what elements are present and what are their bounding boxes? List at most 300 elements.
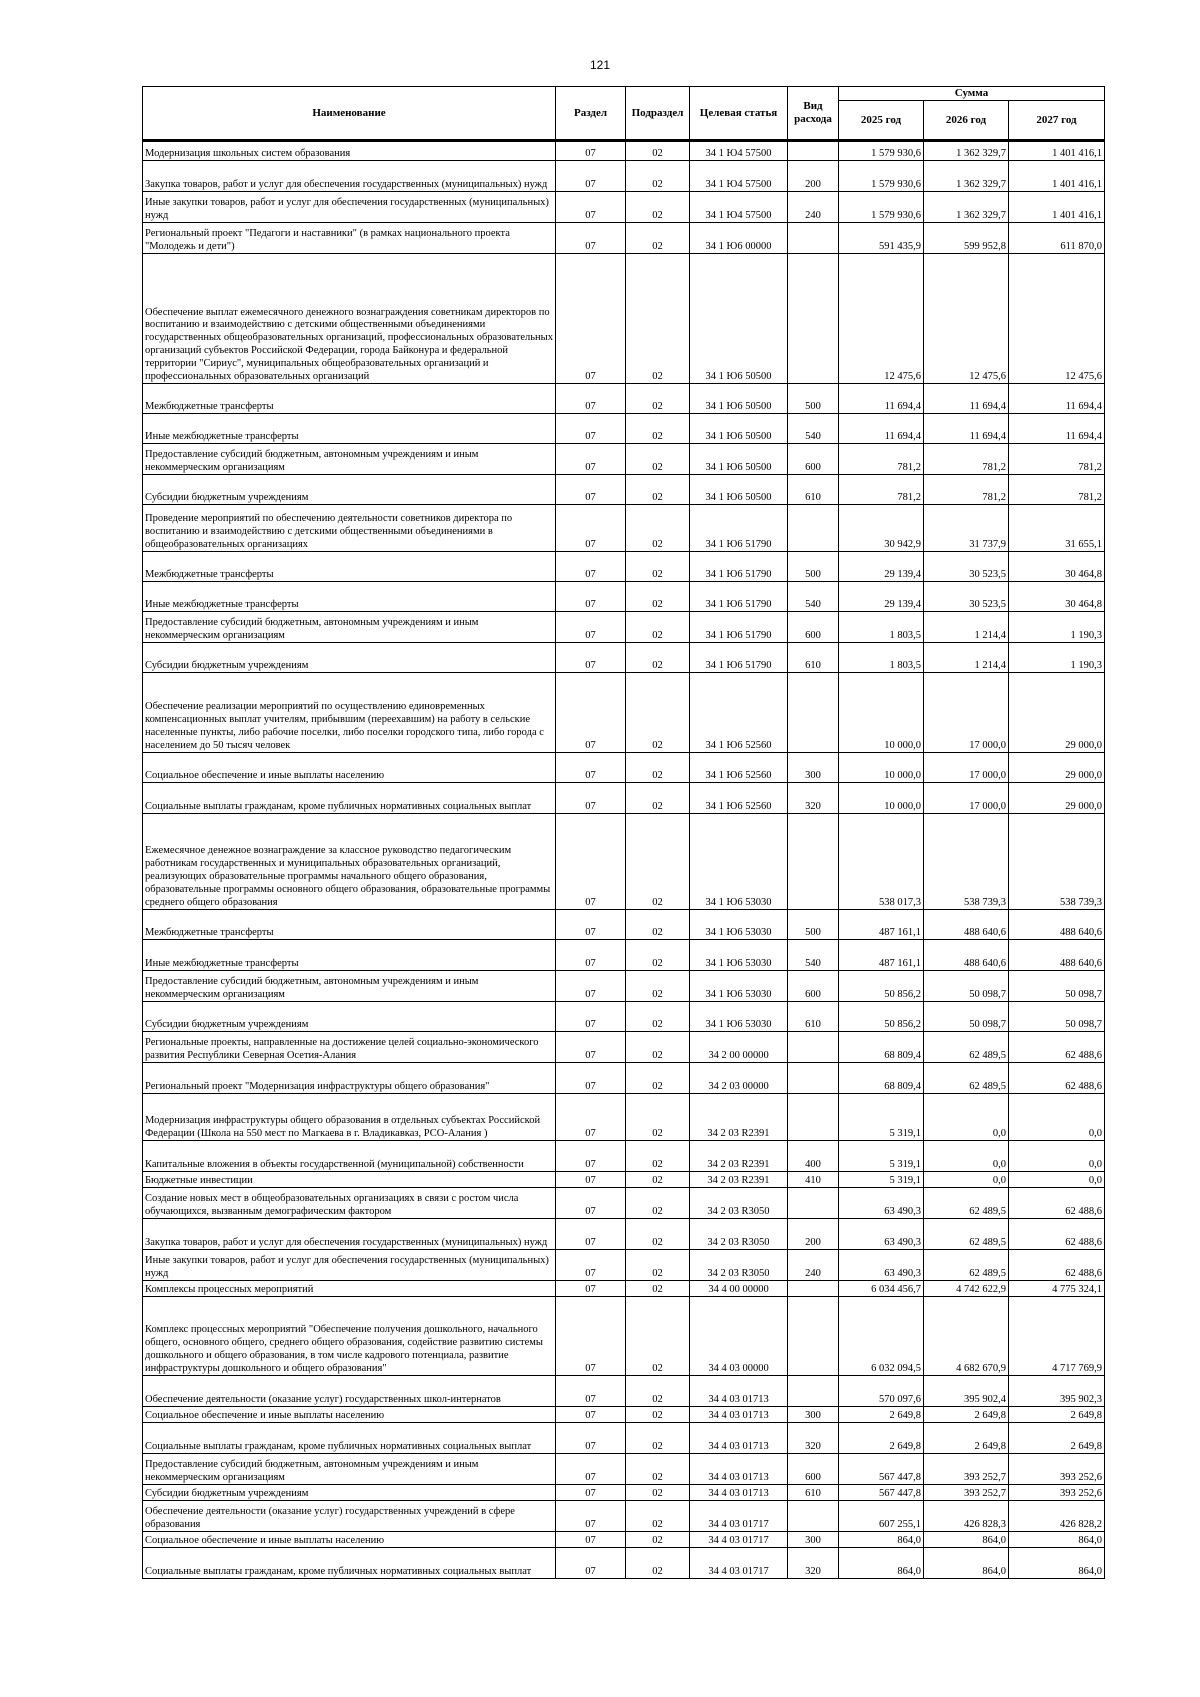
cell-vid	[788, 1094, 839, 1141]
cell-2025: 29 139,4	[839, 552, 924, 582]
cell-2027: 62 488,6	[1009, 1250, 1105, 1281]
cell-2027: 0,0	[1009, 1141, 1105, 1172]
cell-name: Межбюджетные трансферты	[143, 910, 556, 940]
cell-2026: 393 252,7	[924, 1454, 1009, 1485]
cell-2027: 864,0	[1009, 1548, 1105, 1579]
cell-2026: 488 640,6	[924, 910, 1009, 940]
cell-2027: 1 401 416,1	[1009, 141, 1105, 161]
cell-name: Региональные проекты, направленные на достижение целей социально-экономического развития Республики Северная Осетия-Алания	[143, 1032, 556, 1063]
cell-name: Закупка товаров, работ и услуг для обеспечения государственных (муниципальных) нужд	[143, 161, 556, 192]
cell-name: Субсидии бюджетным учреждениям	[143, 475, 556, 505]
cell-target: 34 4 03 01713	[690, 1407, 788, 1423]
cell-podrazdel: 02	[626, 1219, 690, 1250]
cell-2026: 62 489,5	[924, 1032, 1009, 1063]
cell-name: Региональный проект "Модернизация инфраструктуры общего образования"	[143, 1063, 556, 1094]
cell-2025: 487 161,1	[839, 940, 924, 971]
cell-target: 34 1 Ю6 00000	[690, 223, 788, 254]
table-row	[143, 1219, 1105, 1250]
cell-2027: 488 640,6	[1009, 910, 1105, 940]
cell-razdel: 07	[556, 505, 626, 552]
cell-target: 34 4 03 01717	[690, 1532, 788, 1548]
cell-vid: 610	[788, 475, 839, 505]
cell-vid	[788, 1297, 839, 1376]
cell-target: 34 1 Ю6 51790	[690, 552, 788, 582]
cell-2025: 1 579 930,6	[839, 141, 924, 161]
cell-2026: 2 649,8	[924, 1407, 1009, 1423]
cell-name: Иные межбюджетные трансферты	[143, 582, 556, 612]
cell-vid	[788, 1501, 839, 1532]
table-row	[143, 612, 1105, 643]
cell-podrazdel: 02	[626, 814, 690, 910]
cell-2025: 591 435,9	[839, 223, 924, 254]
table-row	[143, 1172, 1105, 1188]
cell-2027: 29 000,0	[1009, 673, 1105, 753]
table-row	[143, 940, 1105, 971]
cell-podrazdel: 02	[626, 141, 690, 161]
cell-2027: 1 401 416,1	[1009, 192, 1105, 223]
cell-name: Социальные выплаты гражданам, кроме публичных нормативных социальных выплат	[143, 1548, 556, 1579]
cell-razdel: 07	[556, 582, 626, 612]
cell-2027: 11 694,4	[1009, 414, 1105, 444]
cell-name: Комплексы процессных мероприятий	[143, 1281, 556, 1297]
cell-2025: 1 579 930,6	[839, 192, 924, 223]
header-name: Наименование	[143, 87, 556, 141]
cell-2025: 607 255,1	[839, 1501, 924, 1532]
cell-2026: 62 489,5	[924, 1063, 1009, 1094]
cell-vid: 200	[788, 161, 839, 192]
cell-name: Проведение мероприятий по обеспечению деятельности советников директора по воспитанию и взаимодействию с детскими общественными объединениями в общеобразовательных организациях	[143, 505, 556, 552]
cell-vid: 400	[788, 1141, 839, 1172]
cell-target: 34 1 Ю6 51790	[690, 612, 788, 643]
cell-2027: 1 190,3	[1009, 643, 1105, 673]
cell-2027: 50 098,7	[1009, 971, 1105, 1002]
table-row	[143, 910, 1105, 940]
cell-name: Бюджетные инвестиции	[143, 1172, 556, 1188]
cell-2025: 12 475,6	[839, 254, 924, 384]
cell-2026: 11 694,4	[924, 414, 1009, 444]
cell-podrazdel: 02	[626, 505, 690, 552]
cell-name: Межбюджетные трансферты	[143, 552, 556, 582]
cell-2025: 567 447,8	[839, 1485, 924, 1501]
header-year-2027: 2027 год	[1009, 101, 1105, 141]
cell-vid: 610	[788, 643, 839, 673]
page-number: 121	[589, 58, 611, 72]
cell-vid: 300	[788, 753, 839, 783]
cell-target: 34 1 Ю6 50500	[690, 254, 788, 384]
table-row	[143, 444, 1105, 475]
cell-name: Субсидии бюджетным учреждениям	[143, 1002, 556, 1032]
cell-2026: 0,0	[924, 1172, 1009, 1188]
cell-2027: 30 464,8	[1009, 552, 1105, 582]
cell-2027: 393 252,6	[1009, 1485, 1105, 1501]
cell-name: Иные закупки товаров, работ и услуг для обеспечения государственных (муниципальных) нужд	[143, 1250, 556, 1281]
cell-2025: 2 649,8	[839, 1407, 924, 1423]
cell-razdel: 07	[556, 141, 626, 161]
cell-name: Обеспечение реализации мероприятий по осуществлению единовременных компенсационных выплат учителям, прибывшим (переехавшим) на работу в сельские населенные пункты, либо рабочие поселки, либо поселки городского типа, либо города с населением до 50 тысяч человек	[143, 673, 556, 753]
cell-razdel: 07	[556, 1250, 626, 1281]
table-row	[143, 505, 1105, 552]
cell-2026: 864,0	[924, 1548, 1009, 1579]
cell-name: Межбюджетные трансферты	[143, 384, 556, 414]
table-row	[143, 1407, 1105, 1423]
header-year-2026: 2026 год	[924, 101, 1009, 141]
cell-2025: 1 803,5	[839, 643, 924, 673]
cell-target: 34 2 03 R3050	[690, 1250, 788, 1281]
cell-target: 34 1 Ю6 50500	[690, 384, 788, 414]
cell-razdel: 07	[556, 940, 626, 971]
cell-2026: 17 000,0	[924, 673, 1009, 753]
cell-podrazdel: 02	[626, 582, 690, 612]
cell-vid: 300	[788, 1407, 839, 1423]
cell-name: Закупка товаров, работ и услуг для обеспечения государственных (муниципальных) нужд	[143, 1219, 556, 1250]
table-row	[143, 552, 1105, 582]
cell-target: 34 1 Ю6 52560	[690, 783, 788, 814]
header-vid: Вид расхода	[788, 87, 839, 141]
table-row	[143, 1002, 1105, 1032]
cell-2027: 31 655,1	[1009, 505, 1105, 552]
cell-2025: 1 579 930,6	[839, 161, 924, 192]
cell-vid: 320	[788, 1548, 839, 1579]
cell-2027: 0,0	[1009, 1172, 1105, 1188]
cell-2027: 864,0	[1009, 1532, 1105, 1548]
cell-target: 34 1 Ю6 50500	[690, 475, 788, 505]
cell-2026: 0,0	[924, 1094, 1009, 1141]
cell-2025: 538 017,3	[839, 814, 924, 910]
cell-name: Социальные выплаты гражданам, кроме публичных нормативных социальных выплат	[143, 783, 556, 814]
cell-2027: 611 870,0	[1009, 223, 1105, 254]
cell-target: 34 4 03 01717	[690, 1548, 788, 1579]
cell-vid	[788, 1376, 839, 1407]
cell-vid: 300	[788, 1532, 839, 1548]
cell-2025: 50 856,2	[839, 1002, 924, 1032]
cell-razdel: 07	[556, 1032, 626, 1063]
header-sum: Сумма	[839, 87, 1105, 101]
cell-2026: 4 742 622,9	[924, 1281, 1009, 1297]
header-target: Целевая статья	[690, 87, 788, 141]
cell-2026: 62 489,5	[924, 1219, 1009, 1250]
cell-name: Капитальные вложения в объекты государственной (муниципальной) собственности	[143, 1141, 556, 1172]
cell-name: Модернизация школьных систем образования	[143, 141, 556, 161]
table-row	[143, 1281, 1105, 1297]
cell-2025: 10 000,0	[839, 783, 924, 814]
table-row	[143, 475, 1105, 505]
cell-vid	[788, 505, 839, 552]
cell-2026: 50 098,7	[924, 1002, 1009, 1032]
cell-name: Модернизация инфраструктуры общего образования в отдельных субъектах Российской Федерации (Школа на 550 мест по Магкаева в г. Владикавказ, РСО-Алания )	[143, 1094, 556, 1141]
cell-2026: 30 523,5	[924, 582, 1009, 612]
cell-target: 34 2 03 R3050	[690, 1188, 788, 1219]
table-row	[143, 254, 1105, 384]
cell-razdel: 07	[556, 444, 626, 475]
cell-name: Обеспечение деятельности (оказание услуг) государственных учреждений в сфере образования	[143, 1501, 556, 1532]
table-row	[143, 783, 1105, 814]
cell-razdel: 07	[556, 1219, 626, 1250]
cell-2025: 570 097,6	[839, 1376, 924, 1407]
cell-target: 34 1 Ю4 57500	[690, 141, 788, 161]
cell-2025: 63 490,3	[839, 1188, 924, 1219]
cell-2026: 2 649,8	[924, 1423, 1009, 1454]
cell-2026: 864,0	[924, 1532, 1009, 1548]
table-row	[143, 753, 1105, 783]
cell-name: Ежемесячное денежное вознаграждение за классное руководство педагогическим работникам государственных и муниципальных образовательных организаций, реализующих образовательные программы начального общего образования, образовательные программы основного общего образования, образовательные программы среднего общего образования	[143, 814, 556, 910]
cell-2027: 426 828,2	[1009, 1501, 1105, 1532]
cell-podrazdel: 02	[626, 223, 690, 254]
cell-razdel: 07	[556, 753, 626, 783]
cell-razdel: 07	[556, 1063, 626, 1094]
table-row	[143, 414, 1105, 444]
cell-2025: 11 694,4	[839, 414, 924, 444]
table-row	[143, 643, 1105, 673]
cell-podrazdel: 02	[626, 1141, 690, 1172]
cell-razdel: 07	[556, 192, 626, 223]
cell-2027: 11 694,4	[1009, 384, 1105, 414]
cell-podrazdel: 02	[626, 1423, 690, 1454]
cell-target: 34 1 Ю6 53030	[690, 910, 788, 940]
cell-2025: 11 694,4	[839, 384, 924, 414]
cell-razdel: 07	[556, 161, 626, 192]
cell-podrazdel: 02	[626, 940, 690, 971]
cell-target: 34 1 Ю6 53030	[690, 814, 788, 910]
cell-2027: 2 649,8	[1009, 1423, 1105, 1454]
cell-vid: 320	[788, 783, 839, 814]
cell-vid: 600	[788, 444, 839, 475]
table-row	[143, 141, 1105, 161]
cell-razdel: 07	[556, 384, 626, 414]
cell-2025: 5 319,1	[839, 1094, 924, 1141]
cell-target: 34 1 Ю6 50500	[690, 444, 788, 475]
header-year-2025: 2025 год	[839, 101, 924, 141]
cell-name: Создание новых мест в общеобразовательных организациях в связи с ростом числа обучающихся, вызванным демографическим фактором	[143, 1188, 556, 1219]
cell-2026: 1 362 329,7	[924, 141, 1009, 161]
cell-name: Комплекс процессных мероприятий "Обеспечение получения дошкольного, начального общего, основного общего, среднего общего образования, содействие развитию системы дошкольного и общего образования, в том числе кадрового потенциала, развитие инфраструктуры дошкольного и общего образования"	[143, 1297, 556, 1376]
table-row	[143, 582, 1105, 612]
cell-target: 34 1 Ю6 51790	[690, 643, 788, 673]
cell-podrazdel: 02	[626, 1172, 690, 1188]
cell-podrazdel: 02	[626, 192, 690, 223]
cell-2026: 62 489,5	[924, 1188, 1009, 1219]
cell-vid: 540	[788, 582, 839, 612]
cell-vid: 320	[788, 1423, 839, 1454]
cell-podrazdel: 02	[626, 612, 690, 643]
table-row	[143, 1094, 1105, 1141]
cell-target: 34 1 Ю6 50500	[690, 414, 788, 444]
cell-target: 34 1 Ю6 53030	[690, 1002, 788, 1032]
cell-razdel: 07	[556, 1407, 626, 1423]
cell-2025: 5 319,1	[839, 1141, 924, 1172]
cell-2026: 17 000,0	[924, 783, 1009, 814]
table-header	[143, 87, 1105, 141]
cell-podrazdel: 02	[626, 552, 690, 582]
cell-podrazdel: 02	[626, 1501, 690, 1532]
cell-vid: 610	[788, 1002, 839, 1032]
cell-2026: 395 902,4	[924, 1376, 1009, 1407]
cell-2025: 10 000,0	[839, 753, 924, 783]
cell-razdel: 07	[556, 1141, 626, 1172]
cell-target: 34 1 Ю6 53030	[690, 940, 788, 971]
cell-target: 34 1 Ю4 57500	[690, 161, 788, 192]
cell-2025: 487 161,1	[839, 910, 924, 940]
table-row	[143, 223, 1105, 254]
cell-vid: 240	[788, 1250, 839, 1281]
cell-target: 34 4 03 01713	[690, 1454, 788, 1485]
cell-razdel: 07	[556, 552, 626, 582]
cell-target: 34 4 03 01717	[690, 1501, 788, 1532]
cell-podrazdel: 02	[626, 1454, 690, 1485]
cell-podrazdel: 02	[626, 971, 690, 1002]
cell-2027: 62 488,6	[1009, 1219, 1105, 1250]
cell-name: Региональный проект "Педагоги и наставники" (в рамках национального проекта "Молодежь и дети")	[143, 223, 556, 254]
cell-vid: 600	[788, 1454, 839, 1485]
cell-2027: 4 717 769,9	[1009, 1297, 1105, 1376]
cell-2026: 4 682 670,9	[924, 1297, 1009, 1376]
cell-2025: 68 809,4	[839, 1032, 924, 1063]
cell-podrazdel: 02	[626, 1032, 690, 1063]
cell-target: 34 1 Ю6 52560	[690, 673, 788, 753]
budget-table	[142, 86, 1105, 1579]
cell-name: Социальные выплаты гражданам, кроме публичных нормативных социальных выплат	[143, 1423, 556, 1454]
table-row	[143, 1454, 1105, 1485]
table-row	[143, 1297, 1105, 1376]
cell-2026: 12 475,6	[924, 254, 1009, 384]
cell-razdel: 07	[556, 1532, 626, 1548]
cell-target: 34 2 03 00000	[690, 1063, 788, 1094]
cell-2025: 6 034 456,7	[839, 1281, 924, 1297]
cell-2025: 864,0	[839, 1548, 924, 1579]
cell-2027: 781,2	[1009, 444, 1105, 475]
cell-razdel: 07	[556, 1423, 626, 1454]
cell-name: Предоставление субсидий бюджетным, автономным учреждениям и иным некоммерческим организациям	[143, 612, 556, 643]
cell-podrazdel: 02	[626, 444, 690, 475]
cell-target: 34 4 03 01713	[690, 1485, 788, 1501]
cell-podrazdel: 02	[626, 1063, 690, 1094]
cell-2025: 63 490,3	[839, 1250, 924, 1281]
cell-razdel: 07	[556, 1281, 626, 1297]
cell-2025: 781,2	[839, 444, 924, 475]
cell-podrazdel: 02	[626, 1407, 690, 1423]
cell-vid: 540	[788, 940, 839, 971]
cell-razdel: 07	[556, 643, 626, 673]
table-row	[143, 814, 1105, 910]
cell-vid	[788, 141, 839, 161]
cell-razdel: 07	[556, 475, 626, 505]
cell-vid	[788, 1188, 839, 1219]
table-row	[143, 1423, 1105, 1454]
cell-razdel: 07	[556, 414, 626, 444]
cell-vid: 600	[788, 971, 839, 1002]
cell-target: 34 4 03 01713	[690, 1376, 788, 1407]
cell-vid	[788, 814, 839, 910]
cell-2027: 488 640,6	[1009, 940, 1105, 971]
cell-2025: 5 319,1	[839, 1172, 924, 1188]
cell-2026: 599 952,8	[924, 223, 1009, 254]
cell-2025: 1 803,5	[839, 612, 924, 643]
cell-podrazdel: 02	[626, 783, 690, 814]
table-row	[143, 1548, 1105, 1579]
cell-vid	[788, 673, 839, 753]
cell-2027: 30 464,8	[1009, 582, 1105, 612]
cell-vid: 200	[788, 1219, 839, 1250]
cell-2025: 50 856,2	[839, 971, 924, 1002]
cell-vid: 240	[788, 192, 839, 223]
cell-vid	[788, 1032, 839, 1063]
cell-target: 34 4 03 00000	[690, 1297, 788, 1376]
cell-2026: 538 739,3	[924, 814, 1009, 910]
cell-razdel: 07	[556, 1376, 626, 1407]
cell-2027: 781,2	[1009, 475, 1105, 505]
cell-podrazdel: 02	[626, 1250, 690, 1281]
table-row	[143, 971, 1105, 1002]
cell-2026: 31 737,9	[924, 505, 1009, 552]
cell-vid: 500	[788, 910, 839, 940]
cell-podrazdel: 02	[626, 1548, 690, 1579]
cell-2025: 68 809,4	[839, 1063, 924, 1094]
cell-2026: 62 489,5	[924, 1250, 1009, 1281]
cell-podrazdel: 02	[626, 475, 690, 505]
table-row	[143, 1532, 1105, 1548]
cell-2026: 781,2	[924, 444, 1009, 475]
cell-2027: 0,0	[1009, 1094, 1105, 1141]
table-row	[143, 1188, 1105, 1219]
cell-2027: 393 252,6	[1009, 1454, 1105, 1485]
cell-razdel: 07	[556, 673, 626, 753]
cell-name: Предоставление субсидий бюджетным, автономным учреждениям и иным некоммерческим организациям	[143, 444, 556, 475]
cell-2025: 2 649,8	[839, 1423, 924, 1454]
cell-name: Социальное обеспечение и иные выплаты населению	[143, 1407, 556, 1423]
cell-podrazdel: 02	[626, 753, 690, 783]
cell-2026: 1 362 329,7	[924, 161, 1009, 192]
cell-razdel: 07	[556, 910, 626, 940]
cell-podrazdel: 02	[626, 1376, 690, 1407]
cell-2027: 29 000,0	[1009, 753, 1105, 783]
cell-2027: 62 488,6	[1009, 1063, 1105, 1094]
cell-2027: 50 098,7	[1009, 1002, 1105, 1032]
cell-target: 34 1 Ю6 51790	[690, 505, 788, 552]
cell-2025: 864,0	[839, 1532, 924, 1548]
cell-podrazdel: 02	[626, 384, 690, 414]
cell-vid: 410	[788, 1172, 839, 1188]
cell-name: Субсидии бюджетным учреждениям	[143, 643, 556, 673]
cell-2027: 2 649,8	[1009, 1407, 1105, 1423]
cell-vid	[788, 1063, 839, 1094]
table-row	[143, 1376, 1105, 1407]
table-row	[143, 384, 1105, 414]
cell-2026: 30 523,5	[924, 552, 1009, 582]
cell-podrazdel: 02	[626, 254, 690, 384]
cell-target: 34 1 Ю6 53030	[690, 971, 788, 1002]
cell-razdel: 07	[556, 971, 626, 1002]
cell-vid: 610	[788, 1485, 839, 1501]
header-podrazdel: Подраздел	[626, 87, 690, 141]
cell-podrazdel: 02	[626, 1002, 690, 1032]
cell-podrazdel: 02	[626, 910, 690, 940]
cell-razdel: 07	[556, 1172, 626, 1188]
cell-vid: 500	[788, 552, 839, 582]
cell-target: 34 4 03 01713	[690, 1423, 788, 1454]
cell-podrazdel: 02	[626, 1532, 690, 1548]
cell-2026: 488 640,6	[924, 940, 1009, 971]
cell-razdel: 07	[556, 814, 626, 910]
cell-razdel: 07	[556, 223, 626, 254]
cell-2026: 1 362 329,7	[924, 192, 1009, 223]
cell-2026: 1 214,4	[924, 612, 1009, 643]
cell-razdel: 07	[556, 1501, 626, 1532]
cell-vid: 540	[788, 414, 839, 444]
cell-2026: 1 214,4	[924, 643, 1009, 673]
cell-target: 34 1 Ю6 52560	[690, 753, 788, 783]
cell-2027: 1 190,3	[1009, 612, 1105, 643]
table-row	[143, 673, 1105, 753]
cell-2025: 567 447,8	[839, 1454, 924, 1485]
